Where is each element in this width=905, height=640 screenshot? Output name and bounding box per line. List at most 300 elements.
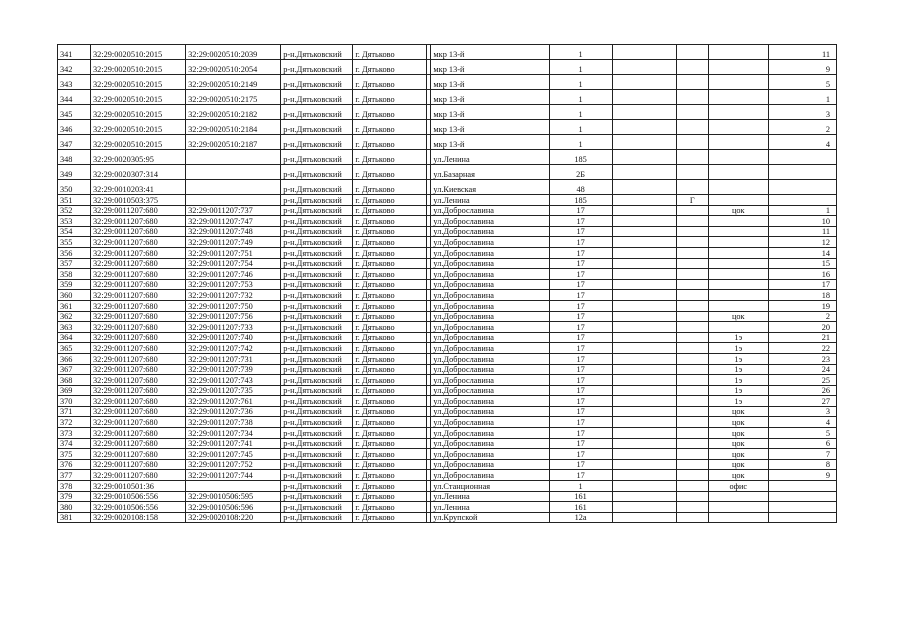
cadastral-number-cell: 32:29:0010203:41 [91, 180, 186, 195]
building-cell [612, 135, 676, 150]
apartment-number-cell: 23 [768, 353, 836, 364]
street-cell: ул.Доброславина [431, 396, 549, 407]
apartment-number-cell [768, 512, 836, 523]
street-cell: ул.Киевская [431, 180, 549, 195]
cadastral-number-cell: 32:29:0011207:680 [91, 449, 186, 460]
house-number-cell: 185 [549, 150, 612, 165]
apartment-number-cell: 16 [768, 269, 836, 280]
city-cell: г. Дятьково [353, 226, 427, 237]
row-number-cell: 354 [58, 226, 91, 237]
parcel-number-cell: 32:29:0011207:756 [186, 311, 281, 322]
district-cell: р-н.Дятьковский [281, 396, 353, 407]
row-number-cell: 366 [58, 353, 91, 364]
district-cell: р-н.Дятьковский [281, 353, 353, 364]
district-cell: р-н.Дятьковский [281, 45, 353, 60]
apartment-number-cell: 27 [768, 396, 836, 407]
apartment-number-cell: 25 [768, 375, 836, 386]
district-cell: р-н.Дятьковский [281, 247, 353, 258]
district-cell: р-н.Дятьковский [281, 375, 353, 386]
parcel-number-cell: 32:29:0020510:2175 [186, 90, 281, 105]
letter-cell [676, 502, 708, 513]
premise-note-cell: цок [708, 470, 768, 481]
cadastral-number-cell: 32:29:0011207:680 [91, 226, 186, 237]
apartment-number-cell: 2 [768, 311, 836, 322]
row-number-cell: 380 [58, 502, 91, 513]
letter-cell: Г [676, 195, 708, 206]
apartment-number-cell: 4 [768, 417, 836, 428]
city-cell: г. Дятьково [353, 512, 427, 523]
letter-cell [676, 60, 708, 75]
district-cell: р-н.Дятьковский [281, 135, 353, 150]
row-number-cell: 363 [58, 322, 91, 333]
table-row [58, 180, 837, 195]
apartment-number-cell: 10 [768, 216, 836, 227]
house-number-cell: 17 [549, 353, 612, 364]
apartment-number-cell: 3 [768, 105, 836, 120]
cadastral-number-cell: 32:29:0011207:680 [91, 247, 186, 258]
cadastral-number-cell: 32:29:0020510:2015 [91, 120, 186, 135]
row-number-cell: 375 [58, 449, 91, 460]
apartment-number-cell [768, 195, 836, 206]
parcel-number-cell: 32:29:0011207:753 [186, 279, 281, 290]
premise-note-cell [708, 322, 768, 333]
parcel-number-cell: 32:29:0020510:2149 [186, 75, 281, 90]
row-number-cell: 367 [58, 364, 91, 375]
table-row [58, 105, 837, 120]
district-cell: р-н.Дятьковский [281, 165, 353, 180]
street-cell: ул.Доброславина [431, 216, 549, 227]
city-cell: г. Дятьково [353, 438, 427, 449]
row-number-cell: 369 [58, 385, 91, 396]
letter-cell [676, 269, 708, 280]
row-number-cell: 368 [58, 375, 91, 386]
apartment-number-cell [768, 502, 836, 513]
building-cell [612, 60, 676, 75]
cadastral-number-cell: 32:29:0011207:680 [91, 237, 186, 248]
cadastral-number-cell: 32:29:0011207:680 [91, 459, 186, 470]
building-cell [612, 332, 676, 343]
table-row [58, 290, 837, 301]
letter-cell [676, 237, 708, 248]
cadastral-number-cell: 32:29:0011207:680 [91, 322, 186, 333]
table-row [58, 428, 837, 439]
parcel-number-cell: 32:29:0011207:754 [186, 258, 281, 269]
house-number-cell: 161 [549, 491, 612, 502]
row-number-cell: 373 [58, 428, 91, 439]
building-cell [612, 90, 676, 105]
house-number-cell: 1 [549, 481, 612, 492]
cadastral-number-cell: 32:29:0020510:2015 [91, 90, 186, 105]
building-cell [612, 417, 676, 428]
city-cell: г. Дятьково [353, 332, 427, 343]
apartment-number-cell: 5 [768, 75, 836, 90]
premise-note-cell [708, 120, 768, 135]
city-cell: г. Дятьково [353, 449, 427, 460]
house-number-cell: 1 [549, 60, 612, 75]
table-row [58, 216, 837, 227]
apartment-number-cell: 1 [768, 90, 836, 105]
letter-cell [676, 353, 708, 364]
row-number-cell: 381 [58, 512, 91, 523]
premise-note-cell [708, 279, 768, 290]
street-cell: ул.Доброславина [431, 428, 549, 439]
premise-note-cell [708, 216, 768, 227]
district-cell: р-н.Дятьковский [281, 311, 353, 322]
house-number-cell: 1 [549, 135, 612, 150]
district-cell: р-н.Дятьковский [281, 90, 353, 105]
letter-cell [676, 332, 708, 343]
street-cell: ул.Доброславина [431, 449, 549, 460]
city-cell: г. Дятьково [353, 290, 427, 301]
house-number-cell: 17 [549, 247, 612, 258]
parcel-number-cell: 32:29:0011207:740 [186, 332, 281, 343]
street-cell: мкр 13-й [431, 120, 549, 135]
premise-note-cell [708, 491, 768, 502]
house-number-cell: 17 [549, 343, 612, 354]
table-row [58, 195, 837, 206]
street-cell: ул.Доброславина [431, 226, 549, 237]
city-cell: г. Дятьково [353, 322, 427, 333]
district-cell: р-н.Дятьковский [281, 237, 353, 248]
apartment-number-cell: 9 [768, 60, 836, 75]
parcel-number-cell: 32:29:0011207:761 [186, 396, 281, 407]
cadastral-number-cell: 32:29:0011207:680 [91, 258, 186, 269]
parcel-number-cell: 32:29:0011207:735 [186, 385, 281, 396]
district-cell: р-н.Дятьковский [281, 512, 353, 523]
city-cell: г. Дятьково [353, 417, 427, 428]
letter-cell [676, 300, 708, 311]
table-row [58, 459, 837, 470]
table-row [58, 438, 837, 449]
cadastral-number-cell: 32:29:0011207:680 [91, 311, 186, 322]
row-number-cell: 358 [58, 269, 91, 280]
apartment-number-cell: 22 [768, 343, 836, 354]
district-cell: р-н.Дятьковский [281, 120, 353, 135]
table-row [58, 481, 837, 492]
apartment-number-cell: 7 [768, 449, 836, 460]
building-cell [612, 279, 676, 290]
building-cell [612, 406, 676, 417]
parcel-number-cell: 32:29:0010506:596 [186, 502, 281, 513]
house-number-cell: 17 [549, 258, 612, 269]
parcel-number-cell: 32:29:0011207:743 [186, 375, 281, 386]
house-number-cell: 1 [549, 105, 612, 120]
table-row [58, 165, 837, 180]
building-cell [612, 269, 676, 280]
letter-cell [676, 512, 708, 523]
apartment-number-cell: 21 [768, 332, 836, 343]
letter-cell [676, 120, 708, 135]
apartment-number-cell: 5 [768, 428, 836, 439]
district-cell: р-н.Дятьковский [281, 406, 353, 417]
cadastral-number-cell: 32:29:0010503:375 [91, 195, 186, 206]
row-number-cell: 376 [58, 459, 91, 470]
cadastral-number-cell: 32:29:0011207:680 [91, 385, 186, 396]
parcel-number-cell: 32:29:0011207:742 [186, 343, 281, 354]
premise-note-cell: цок [708, 406, 768, 417]
cadastral-number-cell: 32:29:0011207:680 [91, 205, 186, 216]
district-cell: р-н.Дятьковский [281, 269, 353, 280]
letter-cell [676, 180, 708, 195]
cadastral-number-cell: 32:29:0011207:680 [91, 269, 186, 280]
letter-cell [676, 417, 708, 428]
district-cell: р-н.Дятьковский [281, 470, 353, 481]
table-row [58, 226, 837, 237]
row-number-cell: 350 [58, 180, 91, 195]
letter-cell [676, 459, 708, 470]
row-number-cell: 345 [58, 105, 91, 120]
street-cell: мкр 13-й [431, 105, 549, 120]
house-number-cell: 17 [549, 237, 612, 248]
parcel-number-cell: 32:29:0020510:2184 [186, 120, 281, 135]
street-cell: ул.Доброславина [431, 290, 549, 301]
district-cell: р-н.Дятьковский [281, 438, 353, 449]
parcel-number-cell: 32:29:0011207:747 [186, 216, 281, 227]
cadastral-number-cell: 32:29:0011207:680 [91, 332, 186, 343]
district-cell: р-н.Дятьковский [281, 226, 353, 237]
district-cell: р-н.Дятьковский [281, 290, 353, 301]
house-number-cell: 1 [549, 120, 612, 135]
building-cell [612, 45, 676, 60]
cadastral-number-cell: 32:29:0011207:680 [91, 417, 186, 428]
building-cell [612, 364, 676, 375]
apartment-number-cell: 26 [768, 385, 836, 396]
row-number-cell: 370 [58, 396, 91, 407]
building-cell [612, 75, 676, 90]
premise-note-cell [708, 290, 768, 301]
city-cell: г. Дятьково [353, 60, 427, 75]
premise-note-cell [708, 75, 768, 90]
table-row [58, 120, 837, 135]
street-cell: ул.Доброславина [431, 247, 549, 258]
building-cell [612, 290, 676, 301]
cadastral-number-cell: 32:29:0011207:680 [91, 375, 186, 386]
city-cell: г. Дятьково [353, 75, 427, 90]
letter-cell [676, 45, 708, 60]
letter-cell [676, 322, 708, 333]
row-number-cell: 372 [58, 417, 91, 428]
street-cell: ул.Доброславина [431, 417, 549, 428]
table-row [58, 449, 837, 460]
parcel-number-cell: 32:29:0011207:731 [186, 353, 281, 364]
street-cell: ул.Доброславина [431, 438, 549, 449]
letter-cell [676, 135, 708, 150]
city-cell: г. Дятьково [353, 258, 427, 269]
row-number-cell: 352 [58, 205, 91, 216]
district-cell: р-н.Дятьковский [281, 279, 353, 290]
house-number-cell: 17 [549, 375, 612, 386]
row-number-cell: 341 [58, 45, 91, 60]
house-number-cell: 17 [549, 332, 612, 343]
city-cell: г. Дятьково [353, 45, 427, 60]
row-number-cell: 360 [58, 290, 91, 301]
street-cell: ул.Доброславина [431, 406, 549, 417]
house-number-cell: 17 [549, 459, 612, 470]
district-cell: р-н.Дятьковский [281, 459, 353, 470]
premise-note-cell: цок [708, 438, 768, 449]
building-cell [612, 258, 676, 269]
city-cell: г. Дятьково [353, 150, 427, 165]
premise-note-cell [708, 90, 768, 105]
street-cell: мкр 13-й [431, 60, 549, 75]
row-number-cell: 356 [58, 247, 91, 258]
table-row [58, 269, 837, 280]
table-row [58, 205, 837, 216]
city-cell: г. Дятьково [353, 375, 427, 386]
apartment-number-cell: 12 [768, 237, 836, 248]
table-row [58, 237, 837, 248]
street-cell: ул.Доброславина [431, 459, 549, 470]
street-cell: ул.Доброславина [431, 385, 549, 396]
district-cell: р-н.Дятьковский [281, 322, 353, 333]
letter-cell [676, 226, 708, 237]
premise-note-cell [708, 150, 768, 165]
city-cell: г. Дятьково [353, 216, 427, 227]
house-number-cell: 17 [549, 406, 612, 417]
district-cell: р-н.Дятьковский [281, 150, 353, 165]
street-cell: ул.Ленина [431, 502, 549, 513]
apartment-number-cell: 17 [768, 279, 836, 290]
street-cell: мкр 13-й [431, 90, 549, 105]
street-cell: ул.Доброславина [431, 258, 549, 269]
district-cell: р-н.Дятьковский [281, 343, 353, 354]
premise-note-cell [708, 512, 768, 523]
parcel-number-cell: 32:29:0020108:220 [186, 512, 281, 523]
house-number-cell: 17 [549, 417, 612, 428]
district-cell: р-н.Дятьковский [281, 195, 353, 206]
city-cell: г. Дятьково [353, 279, 427, 290]
letter-cell [676, 247, 708, 258]
house-number-cell: 12а [549, 512, 612, 523]
district-cell: р-н.Дятьковский [281, 481, 353, 492]
street-cell: ул.Доброславина [431, 353, 549, 364]
city-cell: г. Дятьково [353, 470, 427, 481]
house-number-cell: 48 [549, 180, 612, 195]
table-row [58, 258, 837, 269]
parcel-number-cell [186, 195, 281, 206]
house-number-cell: 17 [549, 226, 612, 237]
parcel-number-cell: 32:29:0011207:748 [186, 226, 281, 237]
street-cell: ул.Доброславина [431, 375, 549, 386]
table-row [58, 375, 837, 386]
premise-note-cell: 1э [708, 343, 768, 354]
parcel-number-cell: 32:29:0011207:732 [186, 290, 281, 301]
table-row [58, 491, 837, 502]
district-cell: р-н.Дятьковский [281, 258, 353, 269]
building-cell [612, 322, 676, 333]
street-cell: ул.Ленина [431, 195, 549, 206]
parcel-number-cell: 32:29:0011207:751 [186, 247, 281, 258]
city-cell: г. Дятьково [353, 165, 427, 180]
parcel-number-cell: 32:29:0011207:737 [186, 205, 281, 216]
parcel-number-cell [186, 180, 281, 195]
city-cell: г. Дятьково [353, 343, 427, 354]
apartment-number-cell [768, 481, 836, 492]
building-cell [612, 502, 676, 513]
building-cell [612, 449, 676, 460]
apartment-number-cell: 11 [768, 226, 836, 237]
house-number-cell: 2Б [549, 165, 612, 180]
table-body [58, 45, 837, 523]
letter-cell [676, 438, 708, 449]
parcel-number-cell [186, 150, 281, 165]
district-cell: р-н.Дятьковский [281, 180, 353, 195]
district-cell: р-н.Дятьковский [281, 75, 353, 90]
street-cell: ул.Доброславина [431, 237, 549, 248]
letter-cell [676, 150, 708, 165]
city-cell: г. Дятьково [353, 406, 427, 417]
cadastral-number-cell: 32:29:0010506:556 [91, 491, 186, 502]
street-cell: ул.Доброславина [431, 205, 549, 216]
letter-cell [676, 470, 708, 481]
street-cell: мкр 13-й [431, 75, 549, 90]
cadastral-number-cell: 32:29:0011207:680 [91, 406, 186, 417]
cadastral-number-cell: 32:29:0011207:680 [91, 428, 186, 439]
apartment-number-cell: 15 [768, 258, 836, 269]
cadastral-number-cell: 32:29:0011207:680 [91, 470, 186, 481]
premise-note-cell: цок [708, 417, 768, 428]
premise-note-cell: цок [708, 449, 768, 460]
building-cell [612, 470, 676, 481]
district-cell: р-н.Дятьковский [281, 385, 353, 396]
premise-note-cell: 1э [708, 385, 768, 396]
table-row [58, 60, 837, 75]
cadastral-number-cell: 32:29:0020510:2015 [91, 75, 186, 90]
premise-note-cell: 1э [708, 353, 768, 364]
table-row [58, 470, 837, 481]
premise-note-cell [708, 180, 768, 195]
city-cell: г. Дятьково [353, 396, 427, 407]
house-number-cell: 17 [549, 438, 612, 449]
parcel-number-cell [186, 481, 281, 492]
cadastral-number-cell: 32:29:0020510:2015 [91, 105, 186, 120]
premise-note-cell [708, 502, 768, 513]
cadastral-number-cell: 32:29:0020510:2015 [91, 45, 186, 60]
parcel-number-cell: 32:29:0011207:739 [186, 364, 281, 375]
building-cell [612, 428, 676, 439]
street-cell: ул.Доброславина [431, 269, 549, 280]
house-number-cell: 1 [549, 90, 612, 105]
house-number-cell: 17 [549, 290, 612, 301]
apartment-number-cell: 11 [768, 45, 836, 60]
table-row [58, 300, 837, 311]
apartment-number-cell: 8 [768, 459, 836, 470]
building-cell [612, 237, 676, 248]
city-cell: г. Дятьково [353, 135, 427, 150]
district-cell: р-н.Дятьковский [281, 428, 353, 439]
apartment-number-cell: 6 [768, 438, 836, 449]
table-row [58, 311, 837, 322]
building-cell [612, 481, 676, 492]
premise-note-cell [708, 60, 768, 75]
row-number-cell: 347 [58, 135, 91, 150]
building-cell [612, 300, 676, 311]
city-cell: г. Дятьково [353, 195, 427, 206]
letter-cell [676, 428, 708, 439]
premise-note-cell [708, 258, 768, 269]
letter-cell [676, 258, 708, 269]
table-row [58, 512, 837, 523]
table-row [58, 353, 837, 364]
house-number-cell: 17 [549, 385, 612, 396]
letter-cell [676, 75, 708, 90]
premise-note-cell [708, 165, 768, 180]
table-row [58, 75, 837, 90]
premise-note-cell [708, 269, 768, 280]
cadastral-number-cell: 32:29:0011207:680 [91, 300, 186, 311]
table-row [58, 385, 837, 396]
row-number-cell: 377 [58, 470, 91, 481]
